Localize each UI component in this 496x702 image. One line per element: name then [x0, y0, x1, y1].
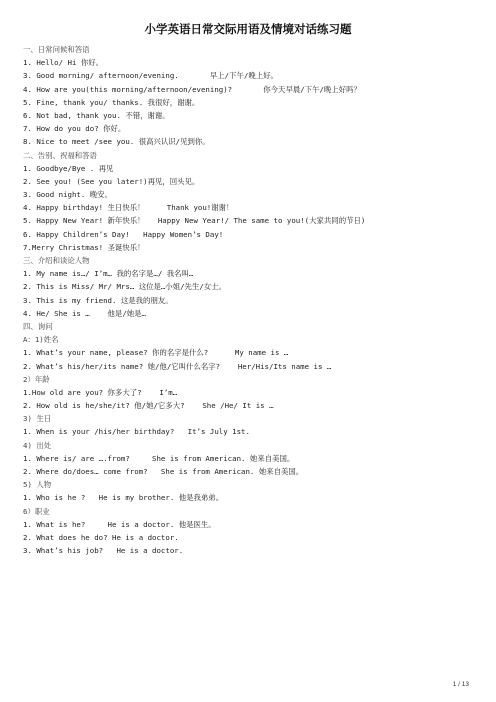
text-line: 4. He/ She is … 他是/她是…	[23, 308, 147, 318]
text-line: 2. Where do/does… come from? She is from American. 她来自美国。	[23, 467, 304, 476]
text-line: 7.Merry Christmas! 圣诞快乐！	[23, 242, 145, 252]
text-line: 4. How are you(this morning/afternoon/evening)? 你今天早晨/下午/晚上好吗？	[23, 84, 361, 94]
section-heading-questions: 四、询问	[23, 321, 53, 331]
subsection-heading: 6）职业	[23, 506, 50, 516]
text-line: 2. What does he do? He is a doctor.	[23, 532, 179, 542]
text-line: 1. When is your /his/her birthday? It’s July 1st.	[23, 427, 250, 437]
text-line: 1. Who is he ? He is my brother. 他是我弟弟。	[23, 493, 224, 503]
text-line: 4. Happy birthday! 生日快乐！ Thank you!谢谢！	[23, 203, 234, 213]
text-line: 8. Nice to meet /see you. 很高兴认识/见到你。	[23, 137, 210, 147]
section-heading-introductions: 三、介绍和谈论人物	[23, 256, 90, 265]
document-title: 小学英语日常交际用语及情境对话练习题	[144, 22, 352, 36]
text-line: 1.How old are you? 你多大了? I’m…	[23, 387, 178, 397]
text-line: 1. Goodbye/Bye . 再见	[23, 163, 114, 173]
subsection-heading: A：1)姓名	[23, 335, 59, 345]
text-line: 3. Good night. 晚安。	[23, 190, 112, 200]
text-line: 6. Not bad, thank you. 不错，谢谢。	[23, 110, 170, 120]
text-line: 3. What’s his job? He is a doctor.	[23, 546, 184, 556]
text-line: 7. How do you do? 你好。	[23, 124, 126, 134]
text-line: 5. Happy New Year! 新年快乐！ Happy New Year!/ The same to you!(大家共同的节日)	[23, 216, 366, 226]
text-line: 1. What is he? He is a doctor. 他是医生。	[23, 519, 216, 529]
text-line: 6. Happy Children’s Day! Happy Women’s Day!	[23, 229, 224, 239]
text-line: 2. This is Miss/ Mr/ Mrs… 这位是…小姐/先生/女士。	[23, 282, 226, 292]
subsection-heading: 3) 生日	[23, 414, 52, 424]
text-line: 1. Hello/ Hi 你好。	[23, 58, 104, 68]
text-line: 2. See you! (See you later!)再见，回头见。	[23, 176, 200, 186]
page-indicator: 1 / 13	[452, 681, 469, 688]
subsection-heading: 5) 人物	[23, 480, 52, 490]
text-line: 3. This is my friend. 这是我的朋友。	[23, 295, 173, 305]
text-line: 2. What’s his/her/its name? 她/他/它叫什么名字? Her/His/Its name is …	[23, 361, 332, 371]
text-line: 3. Good morning/ afternoon/evening. 早上/下午/晚上好。	[23, 71, 278, 81]
section-heading-greetings: 一、日常问候和答语	[23, 45, 90, 54]
section-heading-farewells: 二、告别、祝福和答语	[23, 150, 97, 160]
text-line: 1. Where is/ are ….from? She is from American. 她来自美国。	[23, 453, 295, 463]
text-line: 1. What’s your name, please? 你的名字是什么? My name is …	[23, 348, 289, 358]
text-line: 1. My name is…/ I’m… 我的名字是…/ 我名叫…	[23, 269, 194, 279]
text-line: 5. Fine, thank you/ thanks. 我很好，谢谢。	[23, 97, 200, 107]
subsection-heading: 2）年龄	[23, 374, 50, 384]
subsection-heading: 4) 出处	[23, 440, 52, 450]
text-line: 2. How old is he/she/it? 他/她/它多大? She /He/ It is …	[23, 401, 274, 411]
document-body	[23, 43, 493, 557]
